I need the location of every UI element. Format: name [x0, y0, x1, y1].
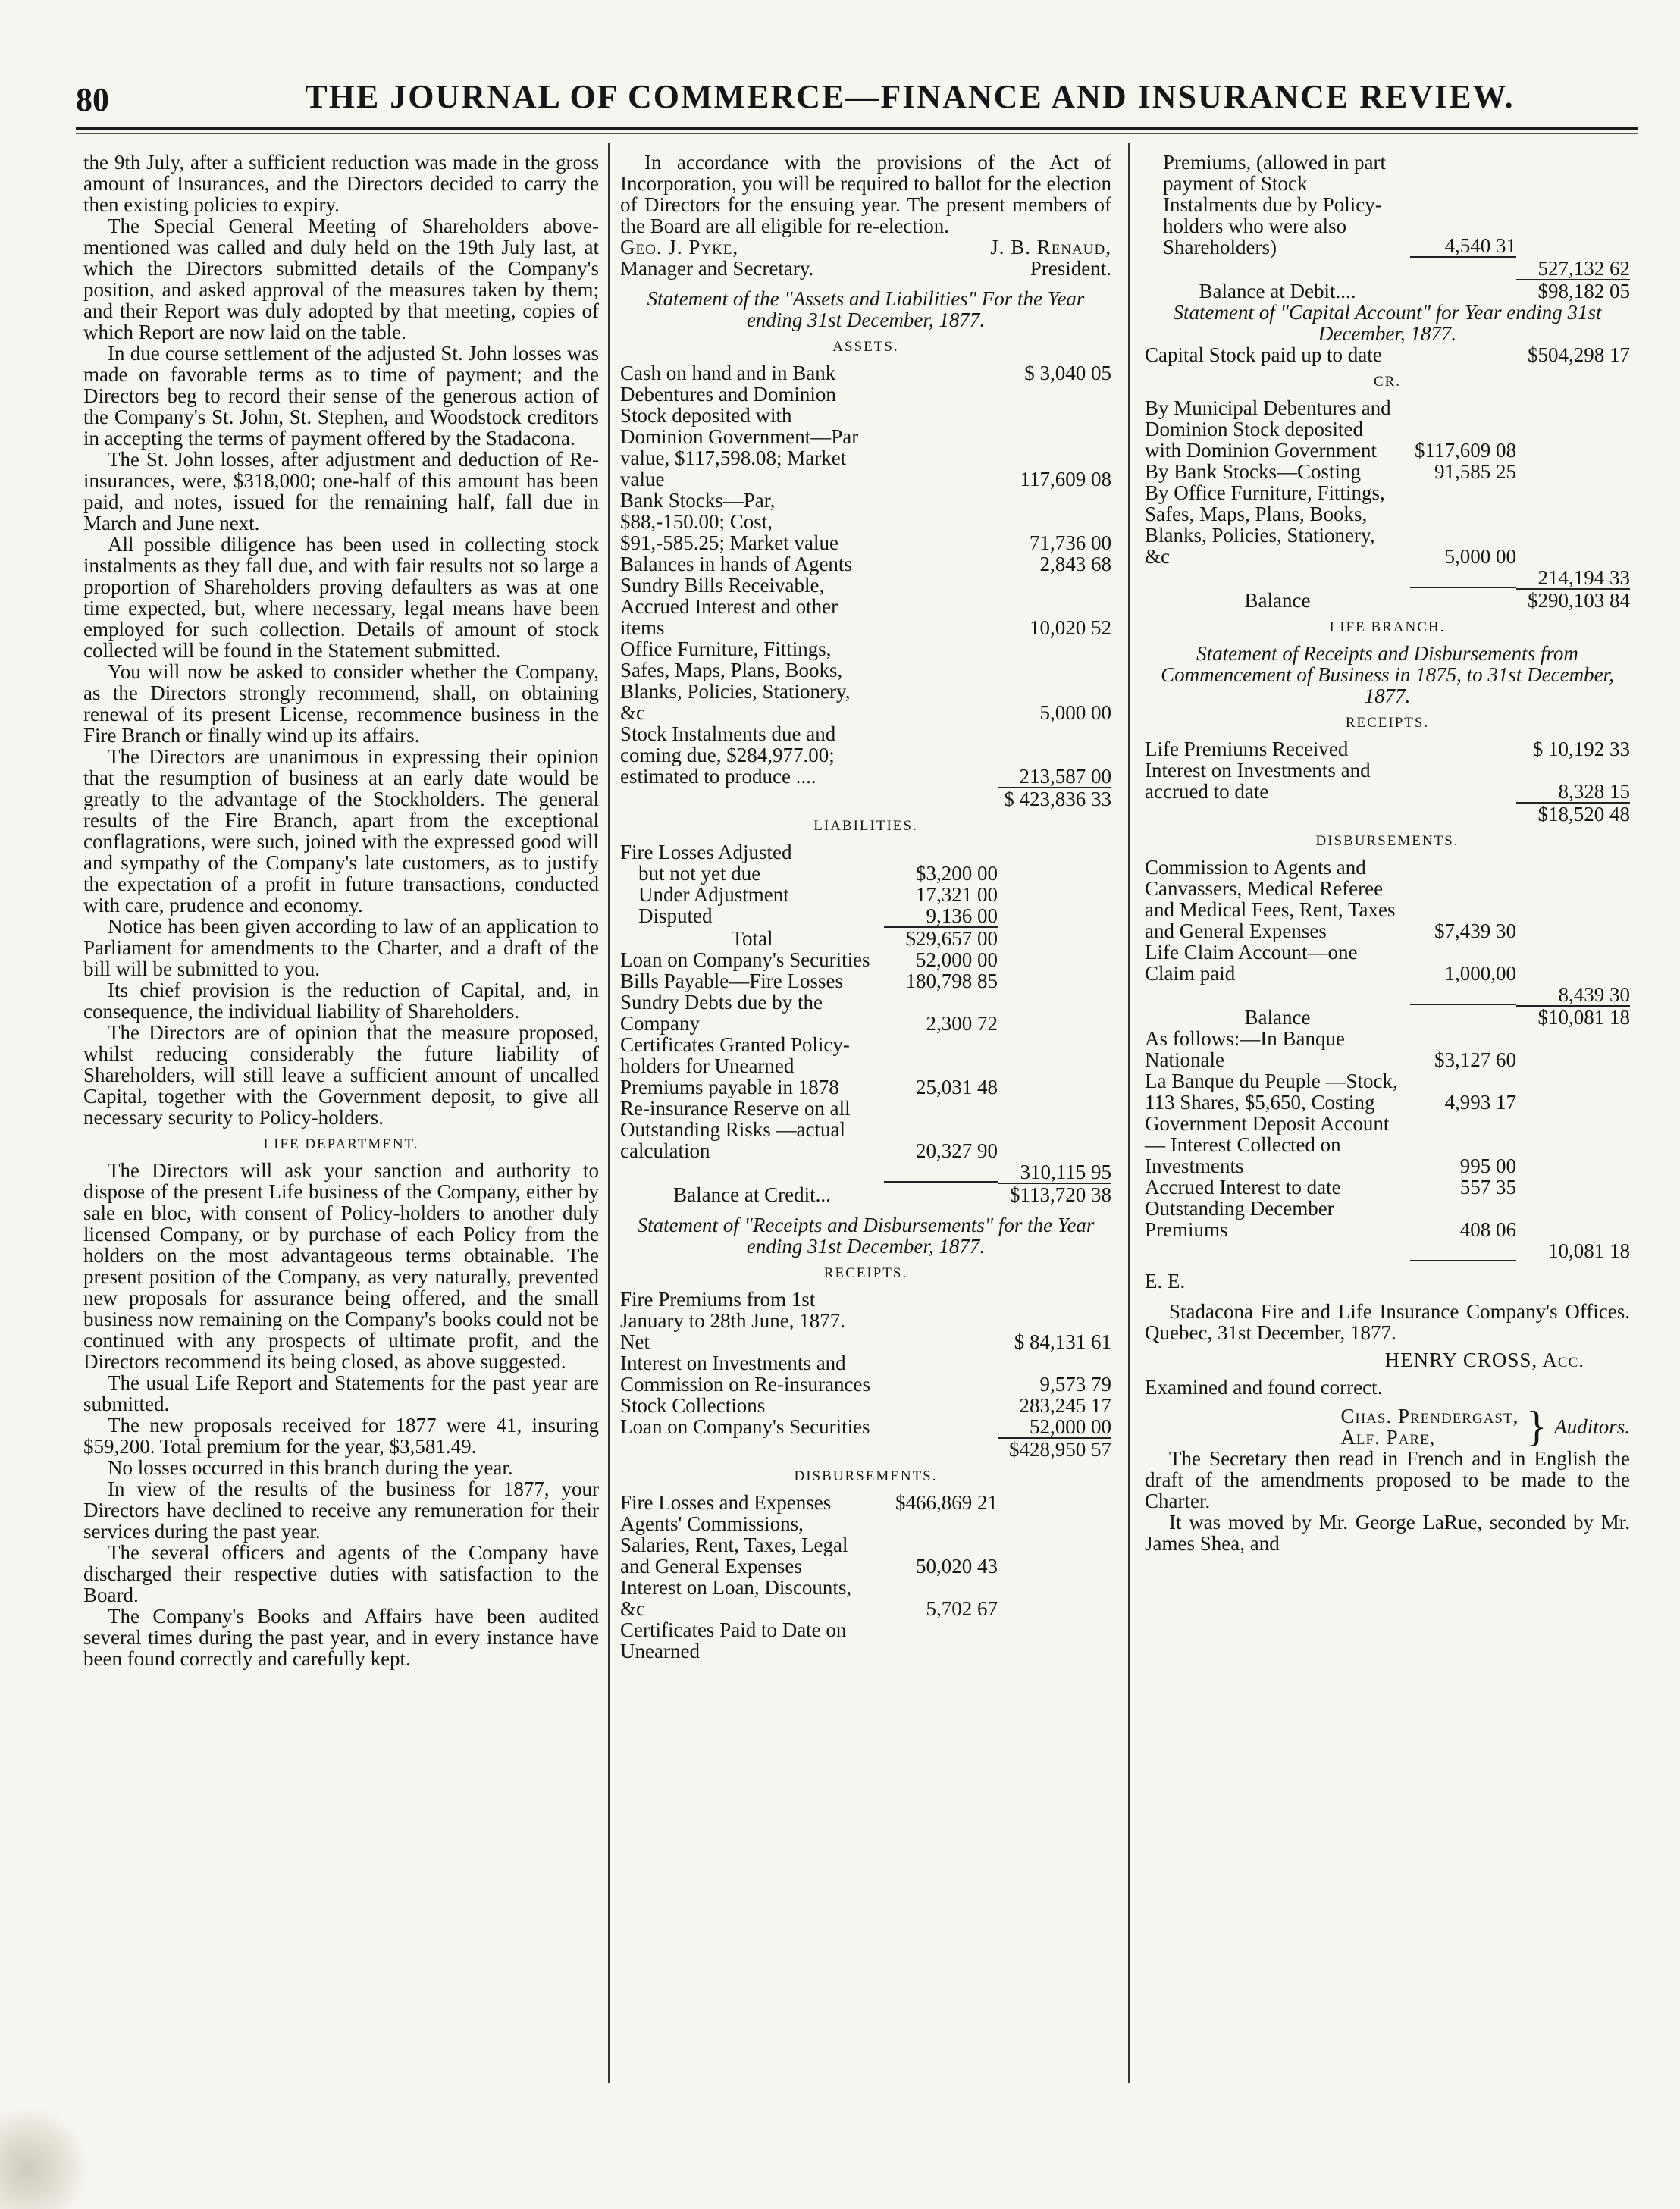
credit-total: 214,194 33	[1537, 566, 1630, 589]
row-label: Certificates Paid to Date on Unearned	[620, 1618, 847, 1662]
paragraph: The new proposals received for 1877 were 41, insuring $59,200. Total premium for the year, $3,581.49.	[83, 1414, 599, 1458]
credit-heading: CR.	[1373, 374, 1402, 390]
row-label: La Banque du Peuple —Stock, 113 Shares, $5,650, Costing	[1145, 1070, 1398, 1114]
ledger-row	[620, 1395, 1111, 1416]
breakdown-total-row	[1145, 1240, 1630, 1261]
row-amount-outer: 71,736 00	[1030, 531, 1111, 554]
row-label: Under Adjustment	[638, 883, 789, 906]
paragraph: You will now be asked to consider whether the Company, as the Directors strongly recommend, shall, on obtaining renewal of its present License, recommence business in the Fire Branch or finally wind up its affairs.	[83, 660, 599, 747]
receipts-total: $428,950 57	[998, 1437, 1111, 1460]
row-label: Bills Payable—Fire Losses	[620, 970, 843, 992]
column-2	[620, 152, 1111, 1662]
signature-block	[620, 237, 1111, 258]
row-amount-inner: 50,020 43	[916, 1555, 998, 1578]
balance-credit-row	[620, 1183, 1111, 1205]
accountant-signature: HENRY CROSS, Acc.	[1384, 1349, 1584, 1371]
row-amount-inner: 91,585 25	[1434, 460, 1516, 483]
ledger-row	[1145, 397, 1630, 461]
assets-list	[620, 362, 1111, 787]
row-amount-inner: 408 06	[1459, 1218, 1516, 1241]
row-label: By Office Furniture, Fittings, Safes, Maps, Plans, Books, Blanks, Policies, Stationery, &c	[1145, 481, 1385, 568]
row-label: Stock Instalments due and coming due, $284,977.00; estimated to produce ....	[620, 722, 836, 788]
life-balance-label: Balance	[1244, 1006, 1311, 1029]
row-amount-inner: 52,000 00	[916, 948, 998, 971]
receipts-list	[620, 1289, 1111, 1437]
life-balance: $10,081 18	[1516, 1005, 1630, 1028]
paragraph: The St. John losses, after adjustment and deduction of Re-insurances, were, $318,000; one-half of this amount has been paid, and notes, issued for the remaining half, fall due in March and June next.	[83, 448, 599, 534]
row-label: Life Claim Account—one Claim paid	[1145, 941, 1358, 985]
column-1	[83, 152, 599, 1669]
row-label: Re-insurance Reserve on all Outstanding Risks —actual calculation	[620, 1097, 851, 1162]
ledger-row	[1145, 857, 1630, 942]
breakdown-total: 10,081 18	[1548, 1239, 1630, 1262]
ledger-row	[620, 1577, 1111, 1619]
header-rule-thin	[76, 133, 1638, 134]
row-label: Government Deposit Account — Interest Collected on Investments	[1145, 1112, 1390, 1177]
row-label: Disputed	[638, 904, 713, 927]
row-label: Fire Premiums from 1st January to 28th June, 1877. Net	[620, 1288, 845, 1353]
row-label: Bank Stocks—Par, $88,-150.00; Cost, $91,-585.25; Market value	[620, 489, 838, 554]
capital-balance-label: Balance	[1244, 589, 1311, 612]
row-amount-inner: $3,200 00	[916, 862, 998, 885]
assets-heading: ASSETS.	[832, 339, 899, 355]
ledger-row	[1145, 1070, 1630, 1113]
row-amount-outer: 283,245 17	[1019, 1394, 1111, 1417]
life-branch-heading: LIFE BRANCH.	[1329, 619, 1446, 635]
row-amount-inner: $7,439 30	[1434, 920, 1516, 942]
auditors-block	[1145, 1405, 1630, 1448]
paragraph: In view of the results of the business for 1877, your Directors have declined to receive any remuneration for their services during the past year.	[83, 1477, 599, 1543]
row-amount-inner: 5,702 67	[926, 1597, 998, 1620]
capital-paid: $504,298 17	[1528, 343, 1630, 366]
ledger-row	[620, 723, 1111, 787]
page-number: 80	[76, 81, 109, 118]
signature-manager: Geo. J. Pyke,	[620, 236, 739, 258]
row-label: Agents' Commissions, Salaries, Rent, Taxes, Legal and General Expenses	[620, 1512, 848, 1578]
liabilities-heading: LIABILITIES.	[813, 818, 918, 834]
paragraph: The Directors are unanimous in expressing their opinion that the resumption of business at an early date would be greatly to the advantage of the Stockholders. The general results of the Fire Branch, apart from the exceptional conflagrations, were such, joined with the expressed good will and sympathy of the Company's late customers, as to justify the expectation of a profit in future transactions, conducted with care, prudence and economy.	[83, 745, 599, 916]
assets-total: $ 423,836 33	[998, 787, 1111, 810]
row-label: Interest on Investments and Commission on Re-insurances	[620, 1352, 870, 1396]
row-amount-inner: 2,300 72	[926, 1012, 998, 1035]
capital-balance-row	[1145, 588, 1630, 611]
column-3	[1145, 152, 1630, 1554]
ledger-row	[620, 384, 1111, 490]
examined-line: Examined and found correct.	[1145, 1376, 1383, 1399]
ledger-row	[1145, 482, 1630, 567]
column-divider-2	[1128, 143, 1130, 2083]
life-disbursements-total: 8,439 30	[1558, 983, 1630, 1006]
balance-debit-label: Balance at Debit....	[1199, 280, 1356, 302]
fire-total-row	[620, 926, 1111, 949]
paragraph: In accordance with the provisions of the Act of Incorporation, you will be required to ballot for the election of Directors for the ensuing year. The present members of the Board are all eligible for re-election.	[620, 151, 1111, 237]
fire-losses-row	[620, 841, 1111, 863]
row-amount-inner: 5,000 00	[1444, 545, 1516, 568]
row-label: Debentures and Dominion Stock deposited with Dominion Government—Par value, $117,598.08; Market value	[620, 383, 859, 490]
row-amount-outer: $ 3,040 05	[1024, 362, 1111, 384]
paragraph: All possible diligence has been used in collecting stock instalments as they fall due, and with fair results not so large a proportion of Shareholders proving defaulters as was at one time expected, but, where necessary, legal means have been employed for such collection. Details of amount of stock collected will be found in the Statement submitted.	[83, 533, 599, 662]
balance-debit: $98,182 05	[1516, 279, 1630, 302]
receipts-total-row	[620, 1437, 1111, 1460]
statement-title: Statement of the "Assets and Liabilities" For the Year ending 31st December, 1877.	[647, 287, 1085, 331]
ledger-row	[1145, 738, 1630, 760]
row-label: Outstanding December Premiums	[1145, 1197, 1334, 1241]
row-label: Commission to Agents and Canvassers, Medical Referee and Medical Fees, Rent, Taxes and General Expenses	[1145, 856, 1396, 942]
receipts-heading: RECEIPTS.	[823, 1265, 908, 1281]
row-label: By Municipal Debentures and Dominion Stock deposited with Dominion Government	[1145, 396, 1391, 462]
row-amount-inner: 557 35	[1459, 1176, 1516, 1198]
office-line: Stadacona Fire and Life Insurance Company's Offices. Quebec, 31st December, 1877.	[1145, 1300, 1630, 1344]
row-label: Cash on hand and in Bank	[620, 362, 836, 384]
ledger-row	[620, 362, 1111, 384]
row-amount: 4,540 31	[1410, 235, 1516, 258]
row-amount-inner: 995 00	[1459, 1155, 1516, 1177]
paragraph: The Directors are of opinion that the measure proposed, whilst reducing considerably the future liability of Shareholders, will still leave a sufficient amount of uncalled Capital, together with the Government deposit, to give all necessary security to Policy-holders.	[83, 1021, 599, 1129]
ledger-row	[1145, 461, 1630, 482]
paper-stain	[0, 2107, 91, 2209]
row-amount-inner: $3,127 60	[1434, 1048, 1516, 1071]
paragraph: Its chief provision is the reduction of Capital, and, in consequence, the individual liability of Shareholders.	[83, 979, 599, 1023]
auditor-2: Alf. Pare,	[1340, 1426, 1436, 1449]
disbursements-total: 527,132 62	[1537, 257, 1630, 280]
ledger-row	[1145, 1028, 1630, 1070]
journal-title: THE JOURNAL OF COMMERCE—FINANCE AND INSURANCE REVIEW.	[305, 78, 1515, 115]
disbursements-total-row	[1145, 258, 1630, 279]
row-amount-inner: 17,321 00	[916, 883, 998, 906]
row-label: Interest on Loan, Discounts, &c	[620, 1576, 852, 1620]
row-label: Certificates Granted Policy-holders for Unearned Premiums payable in 1878	[620, 1033, 850, 1098]
ledger-row	[620, 638, 1111, 723]
ledger-row	[620, 1513, 1111, 1577]
row-amount-outer: 10,020 52	[1030, 616, 1111, 639]
ledger-row	[620, 970, 1111, 992]
ledger-row	[1145, 942, 1630, 984]
brace-glyph: }	[1526, 1403, 1547, 1450]
paragraph: No losses occurred in this branch during the year.	[108, 1456, 513, 1479]
capital-paid-row	[1145, 344, 1630, 365]
row-label: Loan on Company's Securities	[620, 948, 870, 971]
credit-total-row	[1145, 567, 1630, 588]
row-amount-outer: 2,843 68	[1039, 553, 1111, 575]
row-amount-inner: 9,136 00	[926, 904, 998, 927]
paragraph: Notice has been given according to law of an application to Parliament for amendments to the Charter, and a draft of the bill will be submitted to you.	[83, 915, 599, 980]
row-amount-inner: 20,327 90	[916, 1139, 998, 1162]
continued-disbursement-row	[1145, 152, 1630, 258]
balance-credit-label: Balance at Credit...	[673, 1183, 831, 1206]
paragraph: In due course settlement of the adjusted St. John losses was made on favorable terms as to time of payment; and the Directors beg to record their sense of the generous action of the Company's St. John, St. Stephen, and Woodstock creditors in accepting the terms of payment offered by the Stadacona.	[83, 342, 599, 450]
ledger-row	[620, 553, 1111, 575]
life-receipts-total-row	[1145, 802, 1630, 825]
column-divider-1	[608, 143, 610, 2083]
ledger-row	[620, 1098, 1111, 1161]
row-amount-inner: 180,798 85	[905, 970, 998, 992]
balance-debit-row	[1145, 279, 1630, 302]
liabilities-total-row	[620, 1161, 1111, 1183]
row-amount-inner: 25,031 48	[916, 1076, 998, 1098]
liabilities-list	[620, 949, 1111, 1161]
row-amount-inner: 1,000,00	[1444, 962, 1516, 985]
row-label: Fire Losses and Expenses	[620, 1491, 832, 1514]
ledger-row	[620, 1352, 1111, 1395]
capital-paid-label: Capital Stock paid up to date	[1145, 343, 1382, 366]
signature-titles	[620, 258, 1111, 279]
ledger-row	[620, 1034, 1111, 1098]
signature-manager-title: Manager and Secretary.	[620, 257, 814, 280]
row-amount-outer: 9,573 79	[1039, 1373, 1111, 1396]
ledger-row	[1145, 760, 1630, 802]
ledger-row	[620, 1492, 1111, 1513]
ledger-row	[620, 490, 1111, 553]
paragraph: The usual Life Report and Statements for the past year are submitted.	[83, 1371, 599, 1415]
liabilities-total: 310,115 95	[1020, 1161, 1111, 1183]
ledger-row	[638, 884, 1111, 905]
row-label: but not yet due	[638, 862, 761, 885]
auditor-1: Chas. Prendergast,	[1340, 1405, 1519, 1427]
row-amount-outer: 8,328 15	[1558, 780, 1630, 803]
ledger-row	[638, 905, 1111, 926]
row-label: Balances in hands of Agents	[620, 553, 852, 575]
paragraph: The Special General Meeting of Shareholders above-mentioned was called and duly held on the 19th July last, at which the Directors submitted details of the Company's position, and asked approval of the measures taken by them; and their Report was duly adopted by that meeting, copies of which Report are now laid on the table.	[83, 215, 599, 343]
capital-account-title: Statement of "Capital Account" for Year ending 31st December, 1877.	[1173, 301, 1602, 345]
life-receipts-list	[1145, 738, 1630, 802]
disbursements-list	[620, 1492, 1111, 1662]
row-label: Premiums, (allowed in part payment of Stock Instalments due by Policy-holders who were also Shareholders)	[1163, 151, 1386, 258]
row-amount-inner: $117,609 08	[1415, 439, 1516, 462]
balance-credit: $113,720 38	[998, 1183, 1111, 1205]
paragraph: the 9th July, after a sufficient reduction was made in the gross amount of Insurances, and the Directors decided to carry the then existing policies to expiry.	[83, 151, 599, 216]
row-label: By Bank Stocks—Costing	[1145, 460, 1362, 483]
life-statement-title: Statement of Receipts and Disbursements from Commencement of Business in 1875, to 31st December, 1877.	[1161, 642, 1614, 707]
life-disbursements-heading: DISBURSEMENTS.	[1315, 833, 1459, 849]
ledger-row	[620, 575, 1111, 638]
row-amount-outer: $ 84,131 61	[1014, 1330, 1111, 1353]
fire-total: $29,657 00	[884, 926, 998, 949]
row-label: Life Premiums Received	[1145, 738, 1349, 760]
row-label: Loan on Company's Securities	[620, 1415, 870, 1438]
balance-breakdown-list	[1145, 1028, 1630, 1240]
life-balance-row	[1145, 1005, 1630, 1028]
fire-losses-label: Fire Losses Adjusted	[620, 841, 792, 863]
fire-losses-list	[620, 863, 1111, 926]
ledger-row	[1145, 1113, 1630, 1177]
life-department-heading: LIFE DEPARTMENT.	[263, 1136, 419, 1152]
paragraph: The Directors will ask your sanction and authority to dispose of the present Life business of the Company, either by sale en bloc, with consent of Policy-holders to another duly licensed Company, or by purchase of each Policy from the holders on the most advantageous terms obtainable. The present position of the Company, as very naturally, prevented new proposals for assurance being offered, and the small business now remaining on the Company's books could not be continued with any prospects of ultimate profit, and the Directors recommend its being closed, as above suggested.	[83, 1159, 599, 1373]
row-label: Accrued Interest to date	[1145, 1176, 1341, 1198]
signature-president-title: President.	[1030, 257, 1111, 280]
fire-total-label: Total	[731, 927, 773, 950]
credit-list	[1145, 397, 1630, 567]
life-receipts-total: $18,520 48	[1516, 802, 1630, 825]
row-label: Sundry Debts due by the Company	[620, 991, 823, 1035]
row-label: As follows:—In Banque Nationale	[1145, 1027, 1345, 1071]
auditors-label: Auditors.	[1554, 1415, 1630, 1438]
initials: E. E.	[1145, 1270, 1186, 1292]
row-amount-outer: 5,000 00	[1039, 701, 1111, 724]
ledger-row	[1145, 1177, 1630, 1198]
ledger-row	[638, 863, 1111, 884]
row-label: Office Furniture, Fittings, Safes, Maps, Plans, Books, Blanks, Policies, Stationery, &c	[620, 638, 851, 724]
row-label: Interest on Investments and accrued to date	[1145, 759, 1371, 803]
signature-president: J. B. Renaud,	[990, 236, 1111, 258]
paragraph: The Company's Books and Affairs have been audited several times during the past year, and in every instance have been found correctly and carefully kept.	[83, 1605, 599, 1670]
ledger-row	[620, 1289, 1111, 1352]
life-receipts-heading: RECEIPTS.	[1345, 715, 1430, 731]
life-disbursements-list	[1145, 857, 1630, 984]
row-amount-outer: 52,000 00	[1030, 1415, 1111, 1438]
capital-balance: $290,103 84	[1516, 588, 1630, 611]
paragraph: The Secretary then read in French and in English the draft of the amendments proposed to be made to the Charter.	[1145, 1447, 1630, 1512]
life-disbursements-total-row	[1145, 984, 1630, 1005]
ledger-row	[620, 949, 1111, 970]
assets-total-row	[620, 787, 1111, 810]
ledger-row	[620, 1619, 1111, 1662]
header-rule	[76, 127, 1638, 130]
paragraph: The several officers and agents of the Company have discharged their respective duties with satisfaction to the Board.	[83, 1541, 599, 1606]
receipts-disbursements-title: Statement of "Receipts and Disbursements" for the Year ending 31st December, 1877.	[637, 1214, 1095, 1258]
row-label: Sundry Bills Receivable, Accrued Interest and other items	[620, 574, 838, 639]
row-amount-outer: 117,609 08	[1020, 468, 1111, 490]
paragraph: It was moved by Mr. George LaRue, seconded by Mr. James Shea, and	[1145, 1511, 1630, 1555]
ledger-row	[620, 992, 1111, 1034]
row-label: Stock Collections	[620, 1394, 766, 1417]
row-amount-outer: $ 10,192 33	[1532, 738, 1630, 760]
ledger-row	[1145, 1198, 1630, 1240]
ledger-row	[620, 1416, 1111, 1437]
disbursements-heading: DISBURSEMENTS.	[794, 1468, 938, 1484]
row-amount-inner: $466,869 21	[895, 1491, 998, 1514]
row-amount-inner: 4,993 17	[1444, 1091, 1516, 1114]
row-amount-outer: 213,587 00	[1019, 765, 1111, 788]
page-header	[61, 73, 1638, 126]
